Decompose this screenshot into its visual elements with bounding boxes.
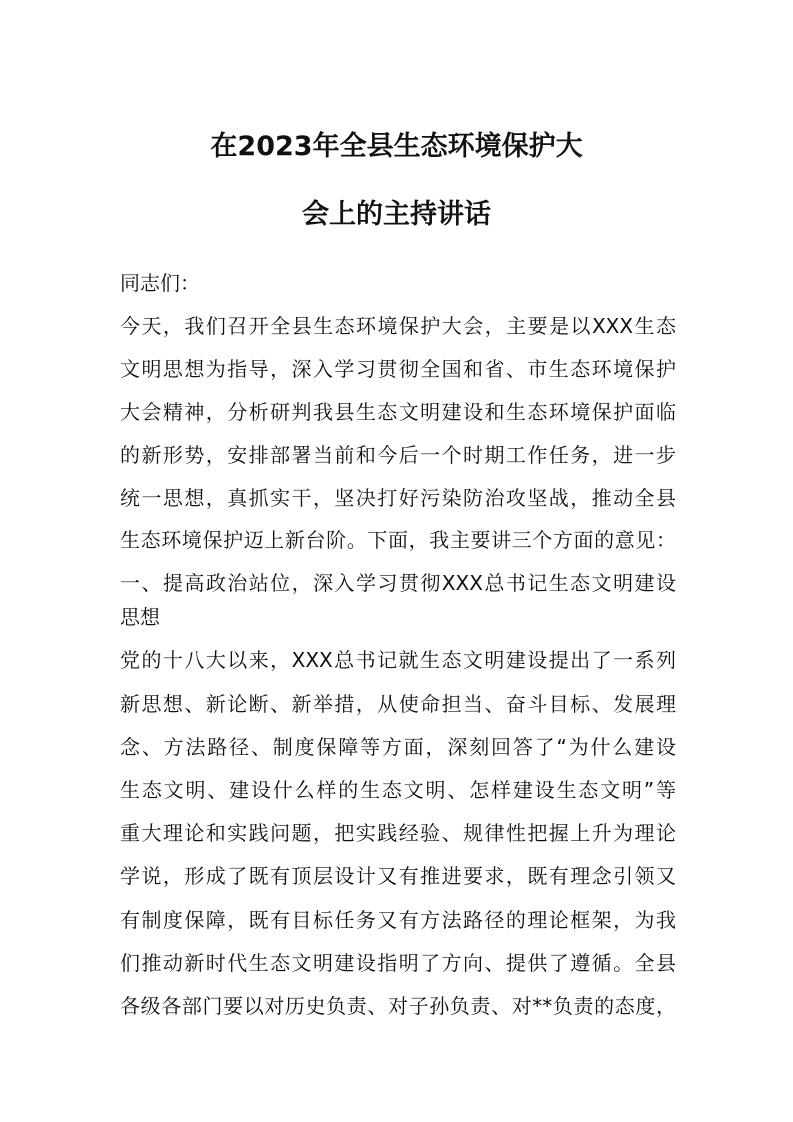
section-heading-line: 思想 xyxy=(120,605,160,629)
document-title-line-2: 会上的主持讲话 xyxy=(302,199,491,230)
document-title-line-1: 在2023年全县生态环境保护大 xyxy=(210,131,583,162)
section-heading-line: 一、提高政治站位，深入学习贯彻XXX总书记生态文明建设 xyxy=(120,571,676,595)
body-line: 的新形势，安排部署当前和今后一个时期工作任务，进一步 xyxy=(120,443,676,467)
body-line: 生态文明、建设什么样的生态文明、怎样建设生态文明”等 xyxy=(120,778,676,802)
body-line: 各级各部门要以对历史负责、对子孙负责、对**负责的态度， xyxy=(120,994,676,1018)
body-line: 党的十八大以来，XXX总书记就生态文明建设提出了一系列 xyxy=(120,648,676,672)
body-line: 新思想、新论断、新举措，从使命担当、奋斗目标、发展理 xyxy=(120,692,676,716)
salutation: 同志们： xyxy=(120,271,200,295)
body-line: 生态环境保护迈上新台阶。下面，我主要讲三个方面的意见： xyxy=(120,528,676,552)
body-line: 文明思想为指导，深入学习贯彻全国和省、市生态环境保护 xyxy=(120,357,676,381)
body-line: 重大理论和实践问题，把实践经验、规律性把握上升为理论 xyxy=(120,821,676,845)
body-line: 有制度保障，既有目标任务又有方法路径的理论框架，为我 xyxy=(120,908,676,932)
body-line: 学说，形成了既有顶层设计又有推进要求，既有理念引领又 xyxy=(120,864,676,888)
body-line: 统一思想，真抓实干，坚决打好污染防治攻坚战，推动全县 xyxy=(120,486,676,510)
body-line: 大会精神，分析研判我县生态文明建设和生态环境保护面临 xyxy=(120,400,676,424)
body-line: 们推动新时代生态文明建设指明了方向、提供了遵循。全县 xyxy=(120,951,676,975)
body-line: 今天，我们召开全县生态环境保护大会，主要是以XXX生态 xyxy=(120,314,676,338)
body-line: 念、方法路径、制度保障等方面，深刻回答了“为什么建设 xyxy=(120,735,676,759)
